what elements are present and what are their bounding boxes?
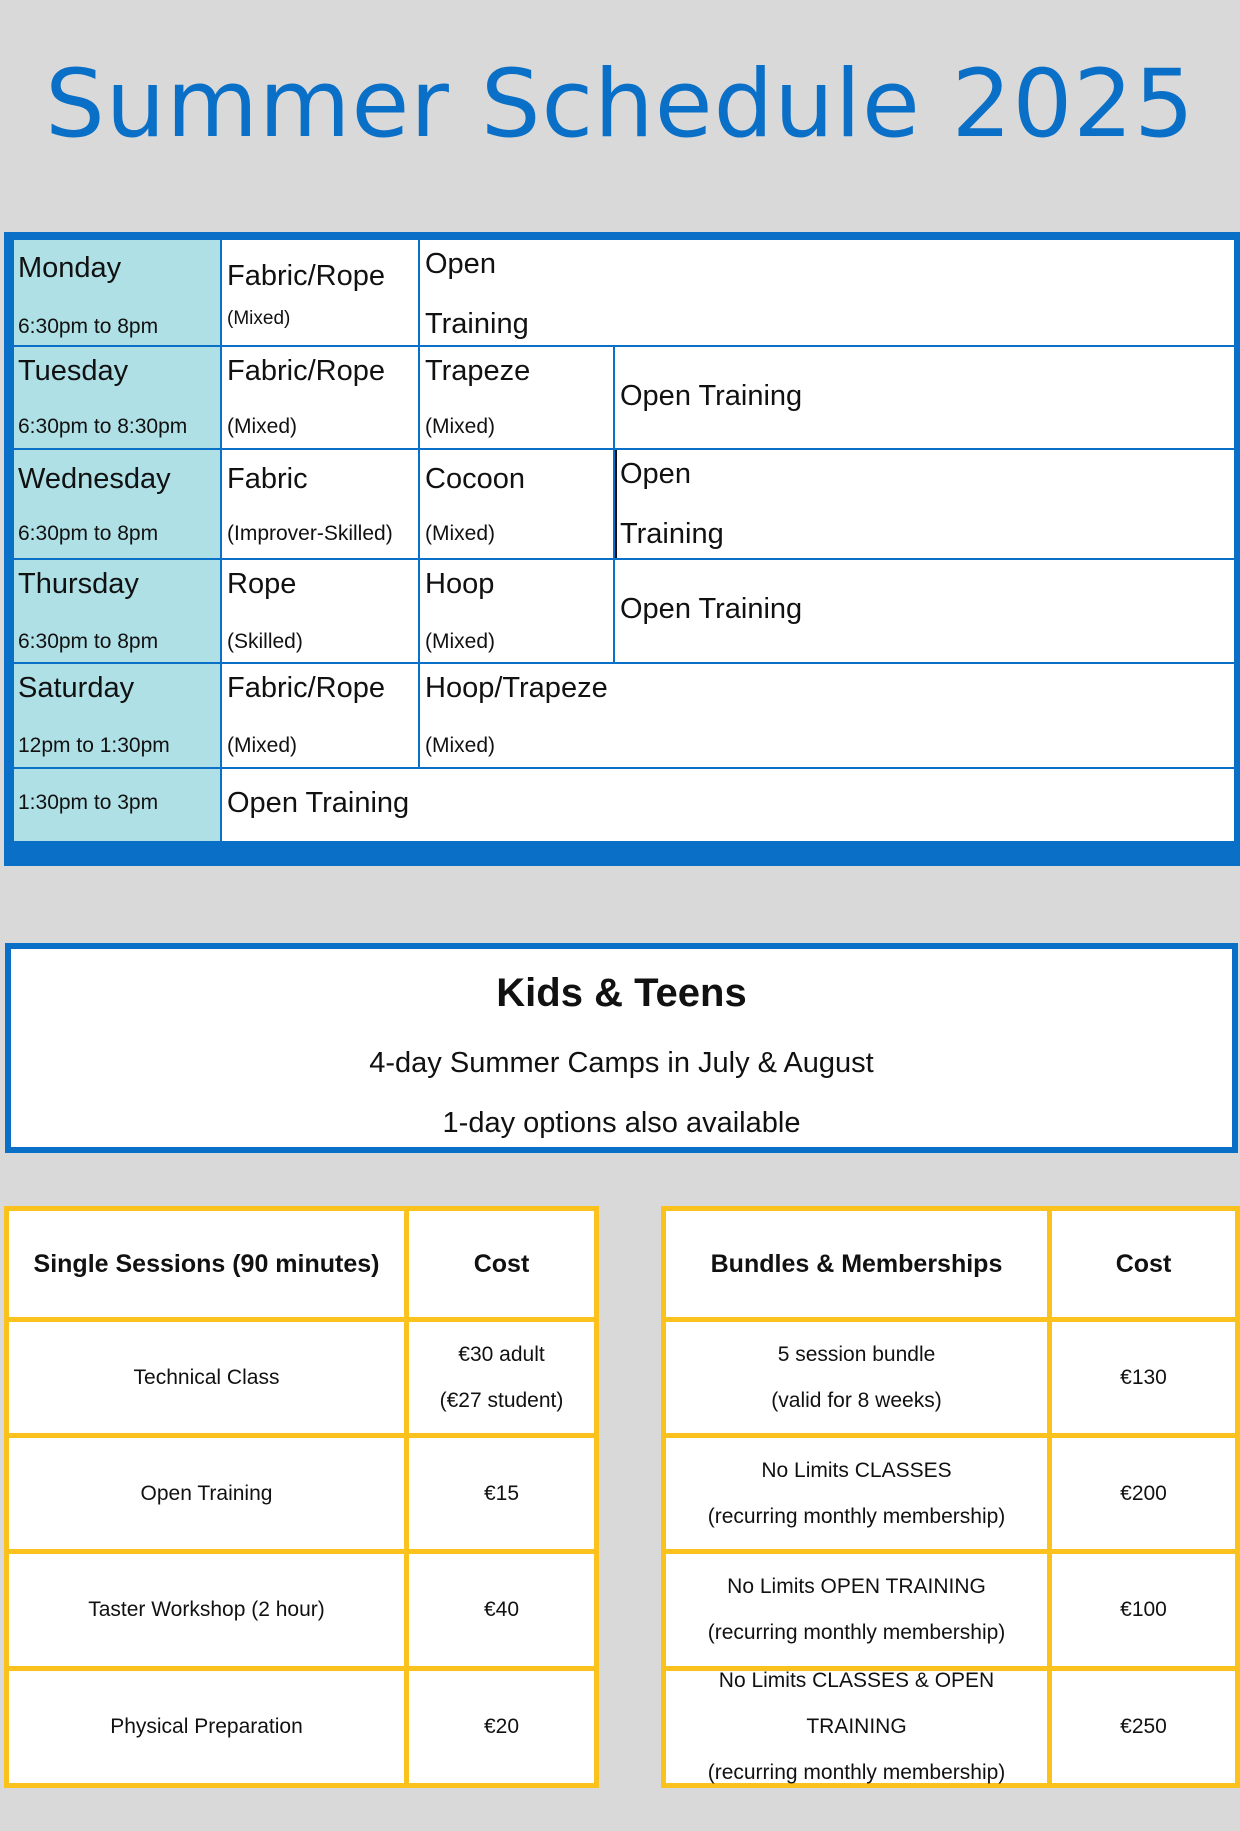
cost-cell: €40 — [409, 1554, 594, 1666]
day-time: 6:30pm to 8pm — [18, 522, 159, 545]
bundles-header: Bundles & Memberships — [666, 1211, 1047, 1317]
day-time: 1:30pm to 3pm — [18, 791, 159, 814]
schedule-cell — [222, 240, 418, 345]
schedule-day-thursday — [14, 560, 220, 662]
bundles-cost-header: Cost — [1052, 1211, 1235, 1317]
day-time: 6:30pm to 8:30pm — [18, 415, 188, 438]
table-row: No Limits CLASSES (recurring monthly membership) — [666, 1438, 1047, 1549]
class-title: Hoop — [425, 568, 495, 600]
class-level: (Mixed) — [227, 415, 298, 438]
day-time: 6:30pm to 8pm — [18, 630, 159, 653]
single-sessions-table — [4, 1206, 599, 1788]
cost-cell: €200 — [1052, 1438, 1235, 1549]
schedule-cell — [420, 664, 1234, 767]
class-title: Open — [620, 458, 691, 490]
schedule-cell — [222, 664, 418, 767]
schedule-cell — [420, 560, 613, 662]
class-title: Trapeze — [425, 355, 531, 387]
day-label: Monday — [18, 252, 122, 284]
cost-cell: €130 — [1052, 1322, 1235, 1433]
schedule-cell — [615, 560, 1234, 662]
schedule-day-wednesday — [14, 450, 220, 558]
schedule-cell — [222, 560, 418, 662]
table-row: Physical Preparation — [9, 1671, 404, 1783]
schedule-day-saturday — [14, 664, 220, 767]
schedule-cell — [420, 240, 1234, 345]
schedule-cell — [615, 450, 1234, 558]
schedule-cell — [420, 450, 613, 558]
schedule-day-tuesday — [14, 347, 220, 448]
table-row: Technical Class — [9, 1322, 404, 1433]
schedule-cell — [615, 347, 1234, 448]
schedule-cell — [222, 769, 1234, 841]
class-level: (Skilled) — [227, 630, 303, 653]
class-level: (Mixed) — [425, 522, 496, 545]
day-label: Tuesday — [18, 355, 129, 387]
schedule-cell — [222, 347, 418, 448]
cost-cell: €20 — [409, 1671, 594, 1783]
cost-cell: €30 adult (€27 student) — [409, 1322, 594, 1433]
schedule-cell — [420, 347, 613, 448]
class-level: (Mixed) — [227, 734, 298, 757]
class-title: Fabric/Rope — [227, 355, 385, 387]
table-row: No Limits OPEN TRAINING (recurring monthly membership) — [666, 1554, 1047, 1666]
schedule-day-saturday-late — [14, 769, 220, 841]
class-title: Open Training — [620, 593, 803, 625]
single-cost-header: Cost — [409, 1211, 594, 1317]
bundles-table — [661, 1206, 1240, 1788]
class-title: Fabric/Rope — [227, 672, 385, 704]
class-title: Open — [425, 248, 496, 280]
cost-cell: €15 — [409, 1438, 594, 1549]
class-level: (Mixed) — [425, 734, 496, 757]
table-row: 5 session bundle (valid for 8 weeks) — [666, 1322, 1047, 1433]
day-label: Wednesday — [18, 463, 171, 495]
cost-cell: €250 — [1052, 1671, 1235, 1783]
table-row: Taster Workshop (2 hour) — [9, 1554, 404, 1666]
class-level: (Mixed) — [227, 308, 291, 329]
table-row: Open Training — [9, 1438, 404, 1549]
class-title: Fabric/Rope — [227, 260, 385, 292]
single-sessions-header: Single Sessions (90 minutes) — [9, 1211, 404, 1317]
day-label: Saturday — [18, 672, 135, 704]
kids-line-camps: 4-day Summer Camps in July & August — [369, 1047, 874, 1079]
day-label: Thursday — [18, 568, 139, 600]
class-title: Cocoon — [425, 463, 525, 495]
schedule-table — [4, 232, 1240, 866]
class-title: Training — [620, 518, 724, 550]
kids-heading: Kids & Teens — [496, 971, 747, 1015]
cost-cell: €100 — [1052, 1554, 1235, 1666]
table-row: No Limits CLASSES & OPEN TRAINING (recurring monthly membership) — [666, 1671, 1047, 1783]
kids-teens-box — [5, 943, 1238, 1153]
class-level: (Mixed) — [425, 415, 496, 438]
class-title: Open Training — [620, 380, 803, 412]
class-title: Rope — [227, 568, 297, 600]
day-time: 6:30pm to 8pm — [18, 315, 159, 338]
class-title: Training — [425, 308, 529, 340]
schedule-day-monday — [14, 240, 220, 345]
day-time: 12pm to 1:30pm — [18, 734, 170, 757]
schedule-cell — [222, 450, 418, 558]
page-title: Summer Schedule 2025 — [45, 50, 1195, 159]
kids-line-options: 1-day options also available — [442, 1107, 801, 1139]
class-title: Hoop/Trapeze — [425, 672, 608, 704]
class-title: Open Training — [227, 787, 410, 819]
class-title: Fabric — [227, 463, 308, 495]
class-level: (Improver-Skilled) — [227, 522, 393, 545]
class-level: (Mixed) — [425, 630, 496, 653]
